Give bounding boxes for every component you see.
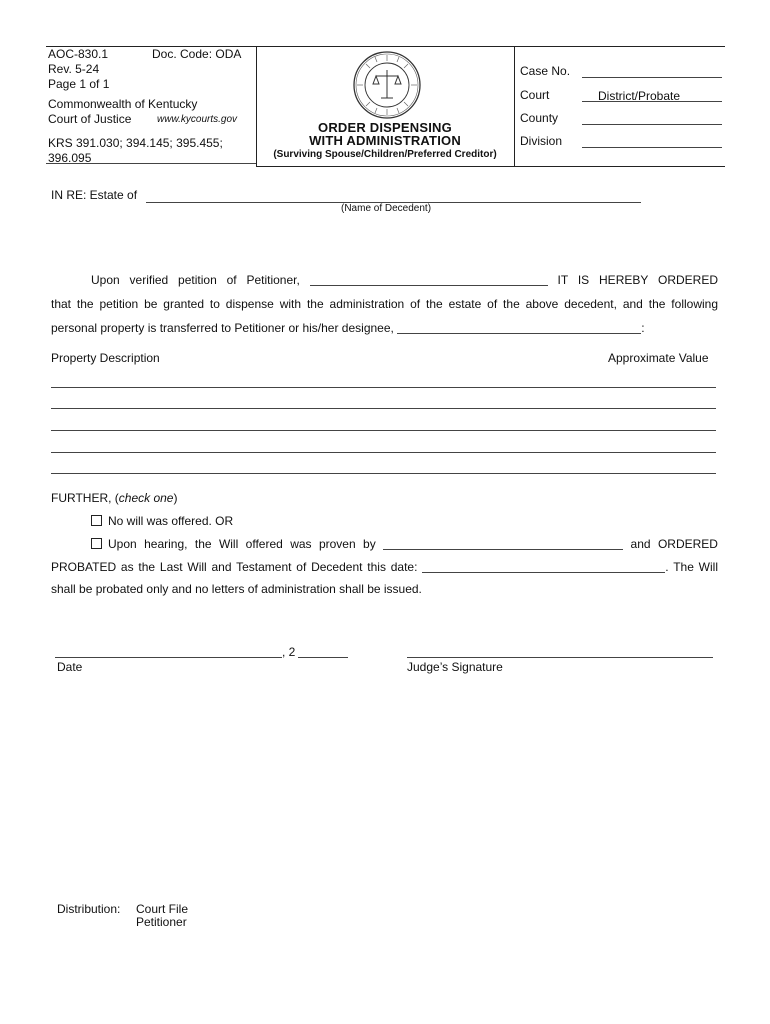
property-line-3[interactable] [51,430,716,431]
the-will-text: . The Will [665,560,718,574]
petitioner-name-field[interactable] [310,274,548,286]
date-label: Date [57,660,83,674]
designee-field[interactable] [397,322,641,334]
in-re-label: IN RE: Estate of [51,188,138,202]
court-of-justice-seal-icon [352,50,422,120]
court-field[interactable] [582,101,722,102]
commonwealth: Commonwealth of Kentucky [48,97,198,111]
case-no-label: Case No. [520,64,571,78]
name-of-decedent-caption: (Name of Decedent) [341,203,432,214]
website-link[interactable]: www.kycourts.gov [157,114,238,125]
property-line-5[interactable] [51,473,716,474]
court-value: District/Probate [598,89,681,103]
county-label: County [520,111,559,125]
distribution-label: Distribution: [57,902,121,916]
document-title-line-2: WITH ADMINISTRATION [309,133,461,148]
distribution-petitioner: Petitioner [136,915,187,929]
krs-line-2: 396.095 [48,151,92,165]
distribution-court-file: Court File [136,902,189,916]
header-top-rule [46,46,725,47]
case-no-field[interactable] [582,77,722,78]
designee-text: personal property is transferred to Petitioner or his/her designee, [51,321,394,335]
checkbox-icon[interactable] [91,515,102,526]
judge-signature-label: Judge’s Signature [407,660,503,674]
checkbox-icon[interactable] [91,538,102,549]
property-line-2[interactable] [51,408,716,409]
property-line-4[interactable] [51,452,716,453]
form-number: AOC-830.1 [48,47,109,61]
option-will-proven[interactable] [91,537,718,551]
year-prefix: , 2 [282,645,296,659]
doc-code: Doc. Code: ODA [152,47,242,61]
petition-paragraph-line-1 [51,273,718,287]
designee-colon: : [641,321,645,335]
year-field[interactable] [298,657,348,658]
judge-signature-field[interactable] [407,657,713,658]
option-no-will-label: No will was offered. OR [108,514,234,528]
page-number: Page 1 of 1 [48,77,110,91]
petition-paragraph-line-2: that the petition be granted to dispense with the administration of the estate of the above decedent, and the following [51,297,718,311]
court-of-justice: Court of Justice [48,112,132,126]
county-field[interactable] [582,124,722,125]
header-divider-right [514,46,515,166]
probated-text: PROBATED as the Last Will and Testament of Decedent this date: [51,560,418,574]
header-divider-left [256,46,257,166]
further-label: FURTHER, (check one) [51,491,178,505]
revision: Rev. 5-24 [48,62,100,76]
probated-line-2: shall be probated only and no letters of administration shall be issued. [51,582,422,596]
option-will-proven-label: Upon hearing, the Will offered was proven by [108,537,376,551]
and-ordered-text: and ORDERED [630,537,718,551]
option-no-will[interactable] [91,514,233,528]
date-field[interactable] [55,657,282,658]
petition-text-start: Upon verified petition of Petitioner, [91,273,300,287]
court-label: Court [520,88,550,102]
check-one-text: check one [118,491,174,505]
division-label: Division [520,134,563,148]
proven-by-field[interactable] [383,538,623,550]
petition-paragraph-line-3 [51,321,645,335]
hereby-ordered-text: IT IS HEREBY ORDERED [557,273,719,287]
property-description-header: Property Description [51,351,160,365]
header-bottom-rule [256,166,725,167]
document-title-line-1: ORDER DISPENSING [318,120,452,135]
division-field[interactable] [582,147,722,148]
krs-line-1: KRS 391.030; 394.145; 395.455; [48,136,223,150]
probated-line [51,560,718,574]
property-line-1[interactable] [51,387,716,388]
probate-date-field[interactable] [422,561,665,573]
document-subtitle: (Surviving Spouse/Children/Preferred Creditor) [273,149,497,160]
approximate-value-header: Approximate Value [608,351,709,365]
